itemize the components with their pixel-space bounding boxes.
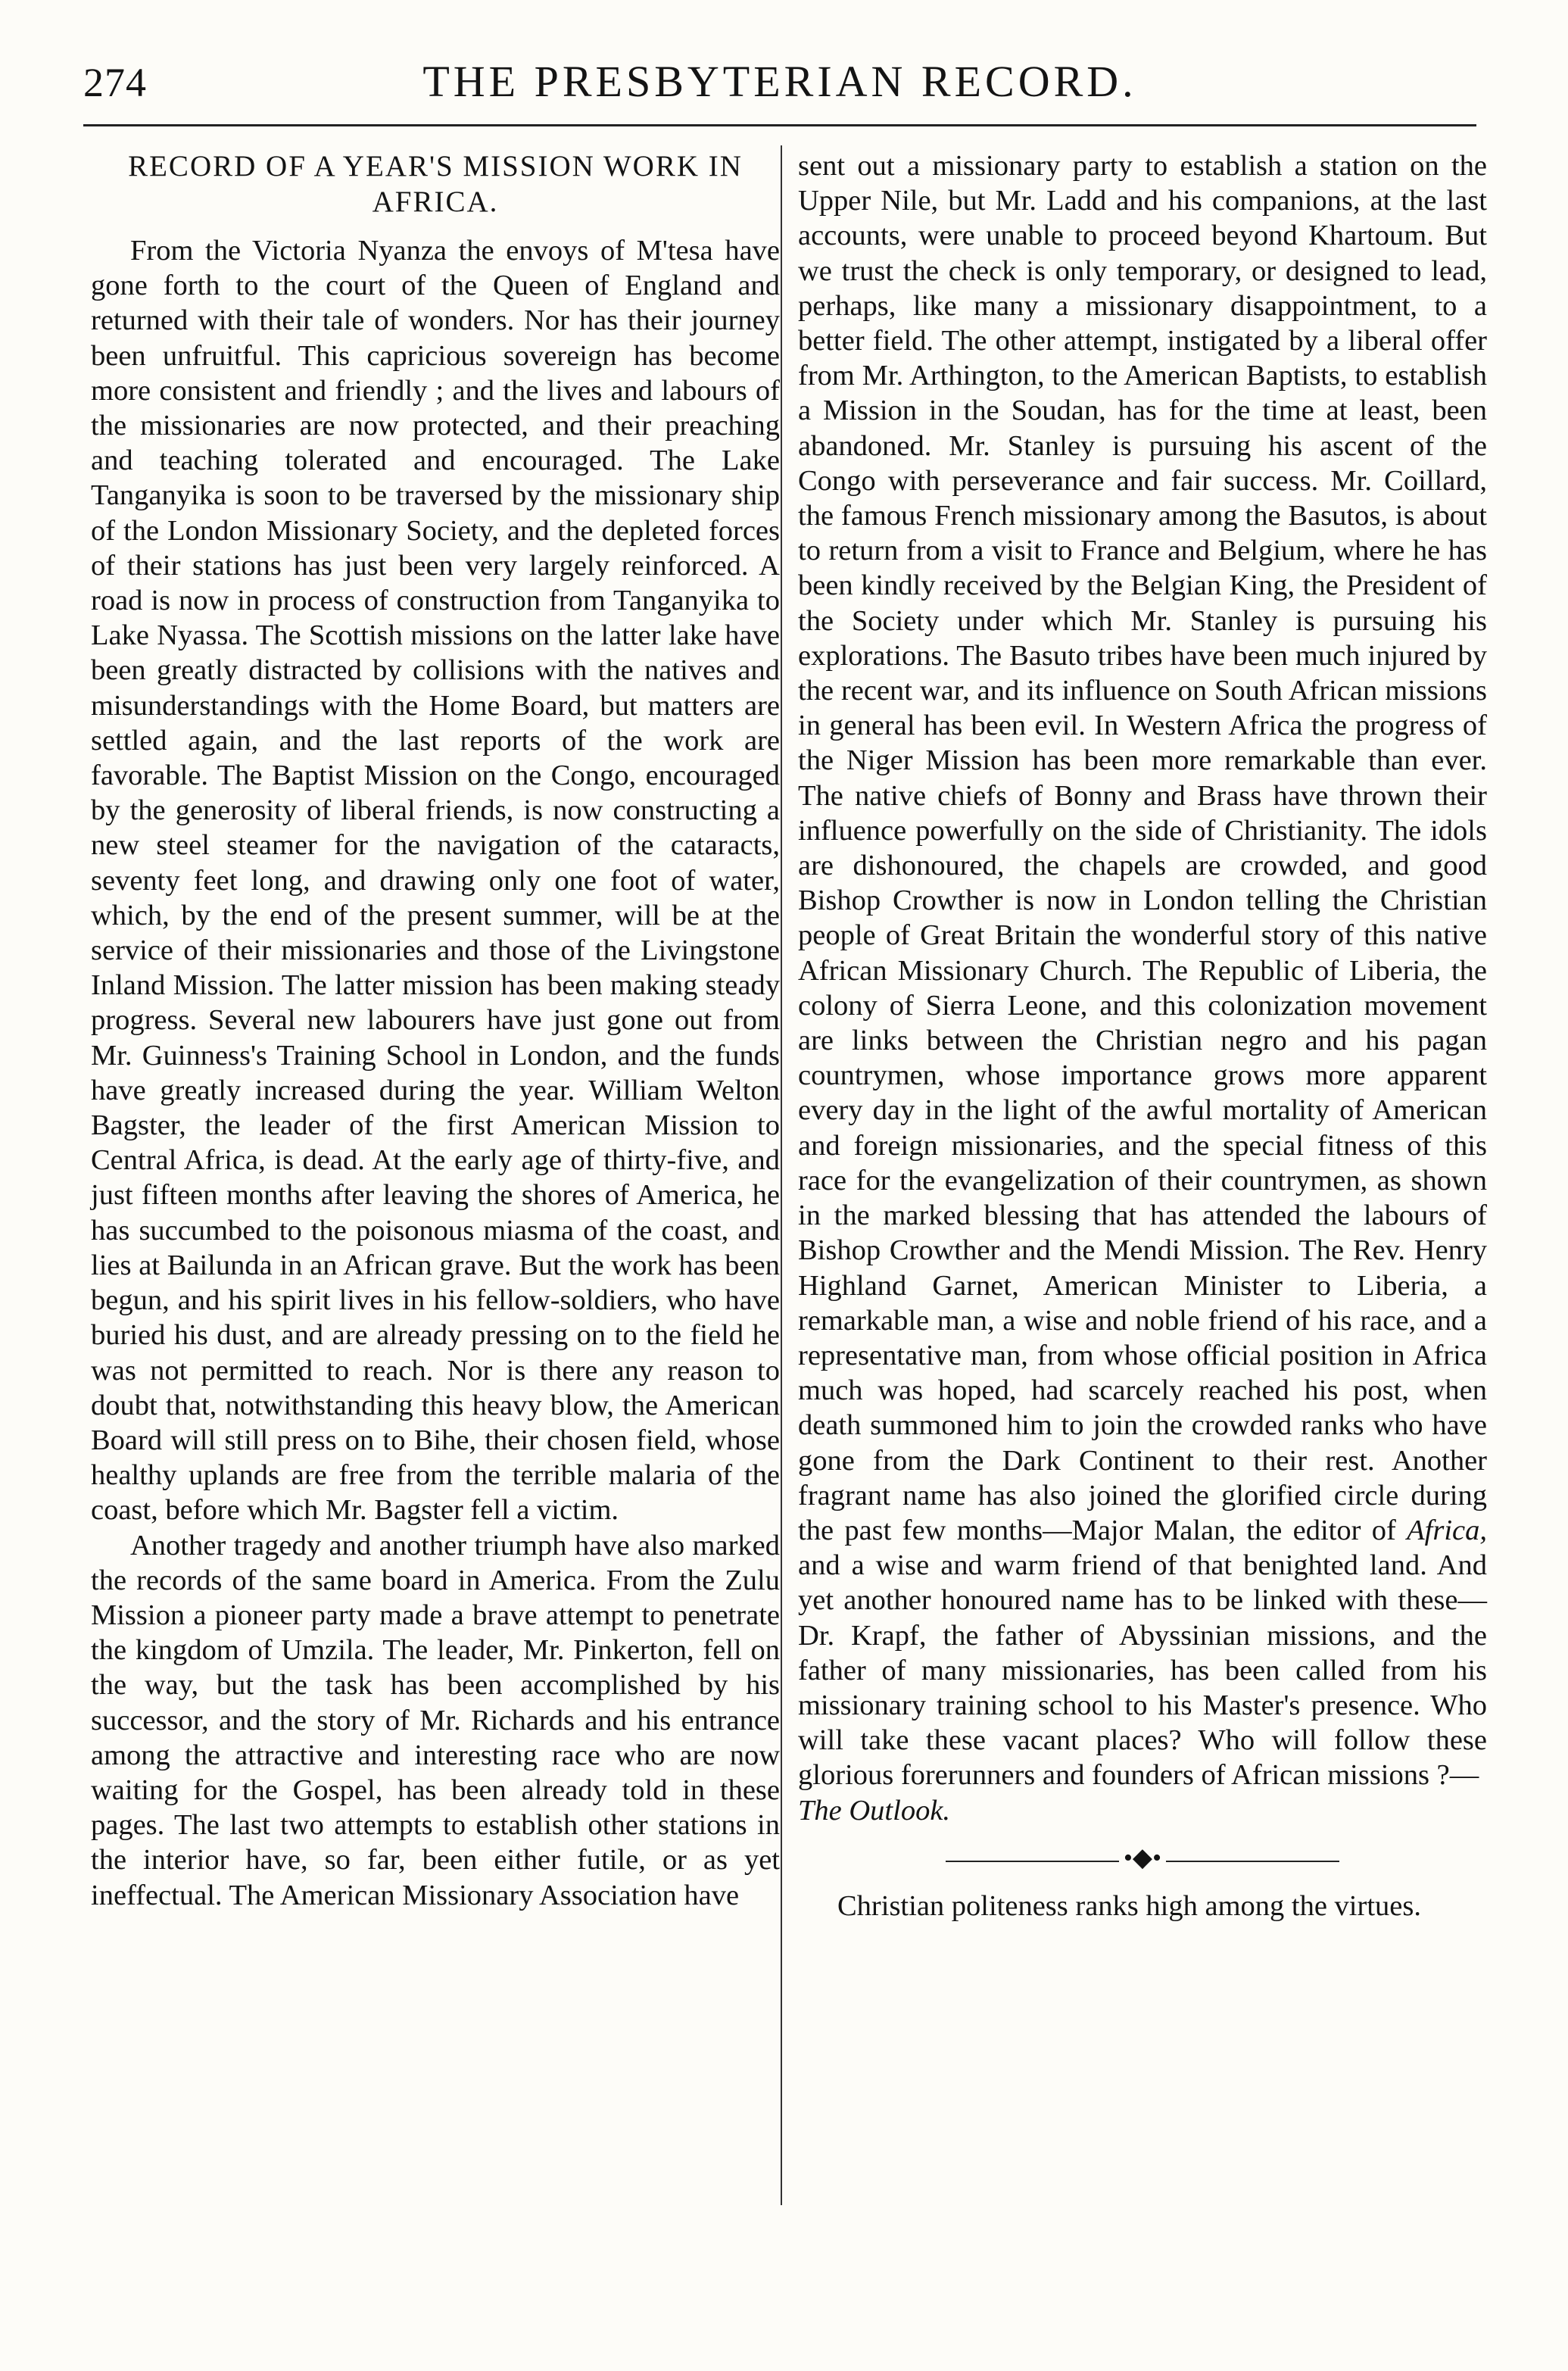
column-divider: [781, 145, 782, 2205]
article-paragraph-3-part-b: and a wise and warm friend of that benighted land. And yet another honoured name has to be linked with these—Dr. Krapf, the father of Abyssinian missions, and the father of many missionaries, has been called from his missionary training school to his Master's presence. Who will take these vacant places? Who will follow these glorious forerunners and founders of African missions ?—: [798, 1549, 1487, 1792]
africa-journal-title: Africa,: [1407, 1514, 1488, 1546]
article-title: RECORD OF A YEAR'S MISSION WORK IN AFRICA.: [128, 150, 743, 218]
article-paragraph-3: [798, 148, 1487, 1828]
section-ornament: [946, 1843, 1339, 1872]
article-paragraph-2: Another tragedy and another triumph have also marked the records of the same board in America. From the Zulu Mission a pioneer party made a brave attempt to penetrate the kingdom of Umzila. The leader, Mr. Pinkerton, fell on the way, but the task has been accomplished by his successor, and the story of Mr. Richards and his entrance among the attractive and interesting race who are now waiting for the Gospel, has been already told in these pages. The last two attempts to establish other stations in the interior have, so far, been either futile, or as yet ineffectual. The American Missionary Association have: [91, 1529, 780, 1911]
article-paragraph-1: From the Victoria Nyanza the envoys of M'tesa have gone forth to the court of the Queen of England and returned with their tale of wonders. Nor has their journey been unfruitful. This capricious sovereign has become more consistent and friendly ; and the lives and labours of the missionaries are now protected, and their preaching and teaching tolerated and encouraged. The Lake Tanganyika is soon to be traversed by the missionary ship of the London Missionary Society, and the depleted forces of their stations has just been very largely reinforced. A road is now in process of construction from Tanganyika to Lake Nyassa. The Scottish missions on the latter lake have been greatly distracted by collisions with the natives and misunderstandings with the Home Board, but matters are settled again, and the last reports of the work are favorable. The Baptist Mission on the Congo, encouraged by the generosity of liberal friends, is now constructing a new steel steamer for the navigation of the cataracts, seventy feet long, and drawing only one foot of water, which, by the end of the present summer, will be at the service of their missionaries and those of the Livingstone Inland Mission. The latter mission has been making steady progress. Several new labourers have just gone out from Mr. Guinness's Training School in London, and the funds have greatly increased during the year. William Welton Bagster, the leader of the first American Mission to Central Africa, is dead. At the early age of thirty-five, and just fifteen months after leaving the shores of America, he has succumbed to the poisonous miasma of the coast, and lies at Bailunda in an African grave. But the work has been begun, and his spirit lives in his fellow-soldiers, who have buried his dust, and are already pressing on to the field he was not permitted to reach. Nor is there any reason to doubt that, notwithstanding this heavy blow, the American Board will still press on to Bihe, their chosen field, whose healthy uplands are free from the terrible malaria of the coast, before which Mr. Bagster fell a victim.: [91, 235, 780, 1527]
header-rule: [83, 124, 1476, 126]
filler-paragraph: Christian politeness ranks high among the virtues.: [837, 1889, 1421, 1922]
diamond-ornament-icon: •◆•: [1119, 1843, 1166, 1873]
right-column: [798, 148, 1487, 1923]
article-paragraph-3-part-a: sent out a missionary party to establish a station on the Upper Nile, but Mr. Ladd and his companions, at the last accounts, were unable to proceed beyond Khartoum. But we trust the check is only temporary, or designed to lead, perhaps, like many a missionary disappointment, to a better field. The other attempt, instigated by a liberal offer from Mr. Arthington, to the American Baptists, to establish a Mission in the Soudan, has for the time at least, been abandoned. Mr. Stanley is pursuing his ascent of the Congo with perseverance and fair success. Mr. Coillard, the famous French missionary among the Basutos, is about to return from a visit to France and Belgium, where he has been kindly received by the Belgian King, the President of the Society under which Mr. Stanley is pursuing his explorations. The Basuto tribes have been much injured by the recent war, and its influence on South African missions in general has been evil. In Western Africa the progress of the Niger Mission has been more remarkable than ever. The native chiefs of Bonny and Brass have thrown their influence powerfully on the side of Christianity. The idols are dishonoured, the chapels are crowded, and good Bishop Crowther is now in London telling the Christian people of Great Britain the wonderful story of this native African Missionary Church. The Republic of Liberia, the colony of Sierra Leone, and this colonization movement are links between the Christian negro and his pagan countrymen, whose importance grows more apparent every day in the light of the awful mortality of American and foreign missionaries, and the special fitness of this race for the evangelization of their countrymen, as shown in the marked blessing that has attended the labours of Bishop Crowther and the Mendi Mission. The Rev. Henry Highland Garnet, American Minister to Liberia, a remarkable man, a wise and noble friend of his race, and a representative man, from whose official position in Africa much was hoped, had scarcely reached his post, when death summoned him to join the crowded ranks who have gone from the Dark Continent to their rest. Another fragrant name has also joined the glorified circle during the past few months—Major Malan, the editor of: [798, 150, 1487, 1546]
page-header: [83, 53, 1476, 114]
article-source: The Outlook.: [798, 1794, 951, 1827]
left-column: [91, 148, 780, 1913]
running-title: THE PRESBYTERIAN RECORD.: [422, 57, 1137, 106]
page-number: 274: [83, 60, 147, 105]
